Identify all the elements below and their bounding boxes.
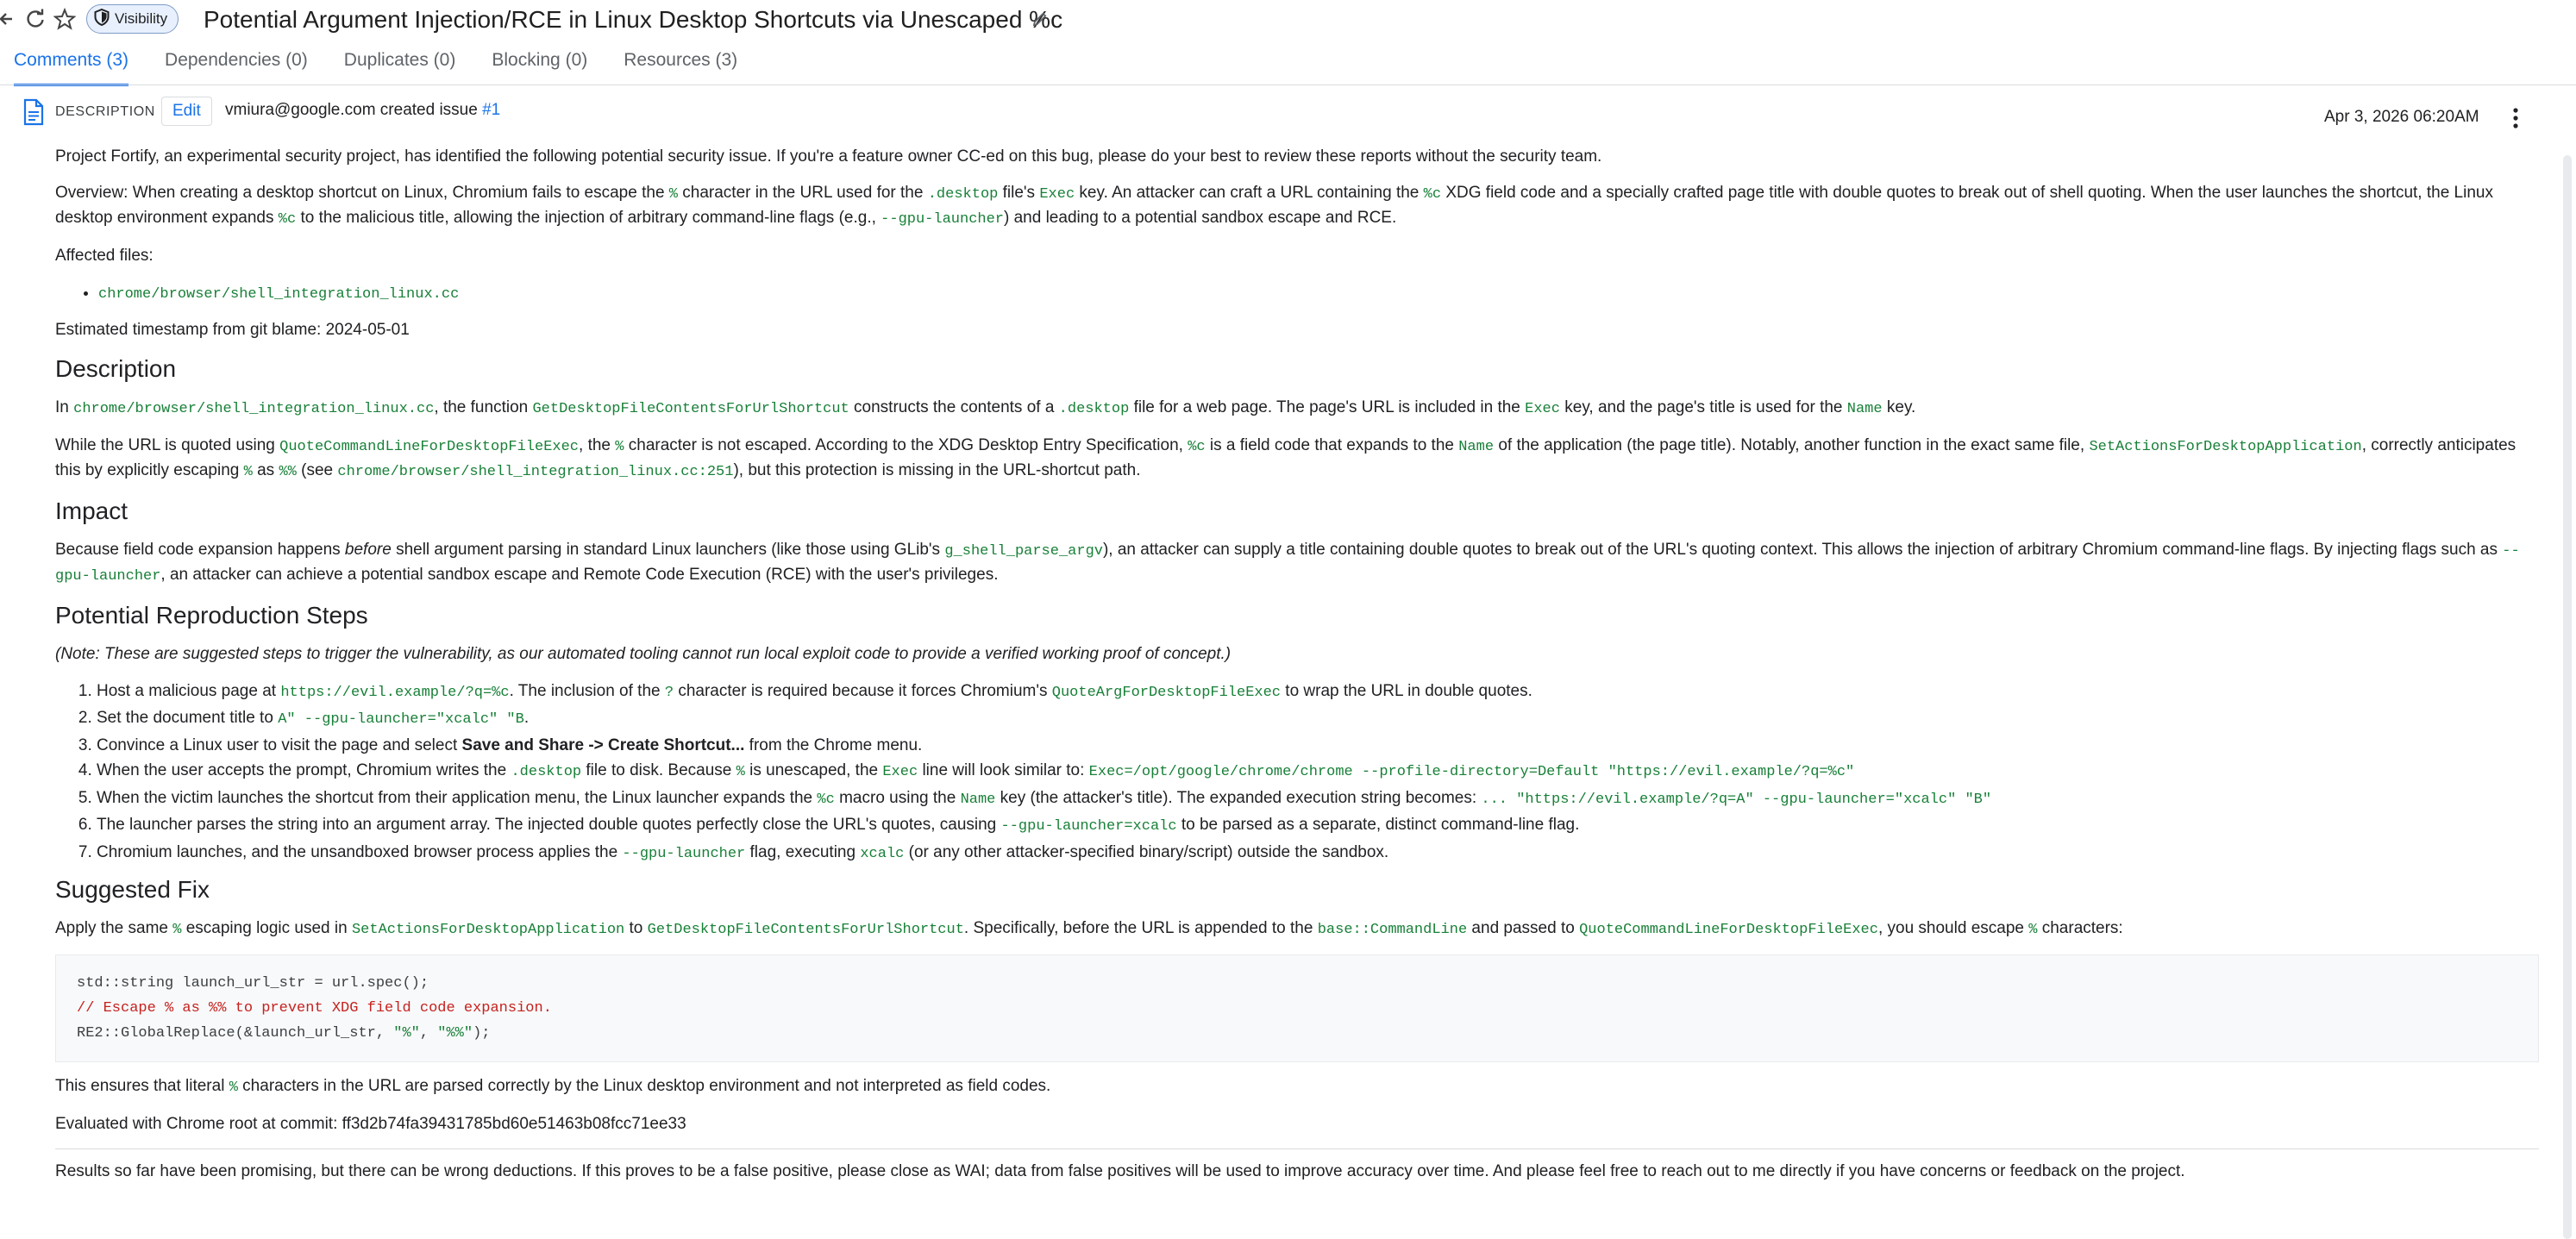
- edit-title-icon[interactable]: [1031, 10, 1049, 28]
- affected-files-list: [55, 280, 2539, 308]
- heading-impact: Impact: [55, 497, 128, 524]
- code-comment: // Escape % as %% to prevent XDG field code expansion.: [77, 1000, 552, 1017]
- document-icon: [22, 98, 45, 126]
- description-body: [55, 145, 2539, 1196]
- tab-duplicates[interactable]: Duplicates (0): [343, 50, 456, 70]
- creator-text: vmiura@google.com created issue: [225, 101, 483, 119]
- list-item: 2. Set the document title to A" --gpu-launcher="xcalc" "B.: [97, 705, 2539, 733]
- edit-description-button[interactable]: Edit: [161, 97, 212, 126]
- description-paragraph-1: In chrome/browser/shell_integration_linux.cc, the function GetDesktopFileContentsForUrlShortcut constructs the contents of a .desktop file for a web page. The page's URL is included in the Exec key, and the page's title is used for the Name key.: [55, 397, 1916, 417]
- overview-paragraph: Overview: When creating a desktop shortcut on Linux, Chromium fails to escape the % character in the URL used for the .desktop file's Exec key. An attacker can craft a URL containing the %c XDG field code and a specially crafted page title with double quotes to break out of shell quoting. When the user launches the shortcut, the Linux desktop environment expands %c to the malicious title, allowing the injection of arbitrary command-line flags (e.g., --gpu-launcher) and leading to a potential sandbox escape and RCE.: [55, 184, 2493, 228]
- list-item: 5. When the victim launches the shortcut from their application menu, the Linux launcher expands the %c macro using the Name key (the attacker's title). The expanded execution string becomes: ... "https://evil.example/?q=A" --gpu-launcher="xcalc" "B": [97, 785, 2539, 813]
- section-divider: [55, 1148, 2539, 1149]
- tab-comments[interactable]: Comments (3): [14, 50, 128, 86]
- list-item: 6. The launcher parses the string into an argument array. The injected double quotes perfectly close the URL's quotes, causing --gpu-launcher=xcalc to be parsed as a separate, distinct command-line flag.: [97, 812, 2539, 840]
- code-line: RE2::GlobalReplace(&launch_url_str, "%", "%%");: [77, 1025, 491, 1042]
- list-item: 7. Chromium launches, and the unsandboxed browser process applies the --gpu-launcher flag, executing xcalc (or any other attacker-specified binary/script) outside the sandbox.: [97, 840, 2539, 867]
- description-label: DESCRIPTION: [55, 104, 155, 119]
- heading-suggested-fix: Suggested Fix: [55, 876, 210, 903]
- more-vert-icon[interactable]: [2511, 107, 2520, 129]
- reproduction-steps: [55, 679, 2539, 867]
- list-item: 3. Convince a Linux user to visit the page and select Save and Share -> Create Shortcut... from the Chrome menu.: [97, 733, 2539, 759]
- code-line: std::string launch_url_str = url.spec();: [77, 975, 429, 992]
- affected-files-label: Affected files:: [55, 247, 154, 265]
- ensures-paragraph: This ensures that literal % characters in the URL are parsed correctly by the Linux desktop environment and not interpreted as field codes.: [55, 1077, 1051, 1096]
- visibility-chip[interactable]: [86, 4, 179, 34]
- issue-title: Potential Argument Injection/RCE in Linux Desktop Shortcuts via Unescaped %c: [204, 6, 1063, 33]
- visibility-label: Visibility: [115, 10, 168, 27]
- tab-resources[interactable]: Resources (3): [624, 50, 738, 70]
- issue-header: [0, 0, 2576, 40]
- shield-icon: [94, 9, 110, 30]
- issue-tabs: [0, 50, 774, 86]
- heading-reproduction: Potential Reproduction Steps: [55, 601, 368, 629]
- list-item: • chrome/browser/shell_integration_linux.cc: [98, 280, 2539, 308]
- creator-line: [225, 101, 500, 120]
- tab-blocking[interactable]: Blocking (0): [492, 50, 588, 70]
- list-item: 4. When the user accepts the prompt, Chromium writes the .desktop file to disk. Because % is unescaped, the Exec line will look similar to: Exec=/opt/google/chrome/chrome --profile-directory=Default "https://evil.example/?q=%c": [97, 758, 2539, 785]
- heading-description: Description: [55, 354, 177, 382]
- tab-dependencies[interactable]: Dependencies (0): [165, 50, 308, 70]
- impact-paragraph: Because field code expansion happens before shell argument parsing in standard Linux launchers (like those using GLib's g_shell_parse_argv), an attacker can supply a title containing double quotes to break out of the URL's quoting context. This allows the injection of arbitrary Chromium command-line flags. By injecting flags such as --gpu-launcher, an attacker can achieve a potential sandbox escape and Remote Code Execution (RCE) with the user's privileges.: [55, 540, 2520, 585]
- tabs-divider: [0, 84, 2576, 85]
- page-scrollbar[interactable]: [2563, 155, 2572, 1239]
- list-item: 1. Host a malicious page at https://evil.example/?q=%c. The inclusion of the ? character is required because it forces Chromium's QuoteArgForDesktopFileExec to wrap the URL in double quotes.: [97, 679, 2539, 706]
- evaluated-paragraph: Evaluated with Chrome root at commit: ff3d2b74fa39431785bd60e51463b08fcc71ee33: [55, 1115, 686, 1133]
- intro-paragraph: Project Fortify, an experimental security project, has identified the following potential security issue. If you're a feature owner CC-ed on this bug, please do your best to review these reports without the security team.: [55, 147, 1602, 166]
- fix-paragraph: Apply the same % escaping logic used in SetActionsForDesktopApplication to GetDesktopFileContentsForUrlShortcut. Specifically, before the URL is appended to the base::CommandLine and passed to QuoteCommandLineForDesktopFileExec, you should escape % characters:: [55, 919, 2123, 938]
- code-block: [55, 954, 2539, 1062]
- description-paragraph-2: While the URL is quoted using QuoteCommandLineForDesktopFileExec, the % character is not escaped. According to the XDG Desktop Entry Specification, %c is a field code that expands to the Name of the application (the page title). Notably, another function in the exact same file, SetActionsForDesktopApplication, correctly anticipates this by explicitly escaping % as %% (see chrome/browser/shell_integration_linux.cc:251), but this protection is missing in the URL-shortcut path.: [55, 435, 2516, 480]
- star-icon[interactable]: [53, 8, 76, 30]
- back-icon[interactable]: [0, 8, 16, 30]
- created-date: Apr 3, 2026 06:20AM: [2324, 108, 2479, 126]
- reproduction-note: (Note: These are suggested steps to trigger the vulnerability, as our automated tooling cannot run local exploit code to provide a verified working proof of concept.): [55, 644, 1232, 663]
- refresh-icon[interactable]: [24, 8, 47, 30]
- issue-number-link[interactable]: #1: [482, 101, 501, 119]
- timestamp-paragraph: Estimated timestamp from git blame: 2024-05-01: [55, 320, 410, 339]
- results-paragraph: Results so far have been promising, but there can be wrong deductions. If this proves to be a false positive, please close as WAI; data from false positives will be used to improve accuracy over time. And please feel free to reach out to me directly if you have concerns or feedback on the project.: [55, 1162, 2185, 1180]
